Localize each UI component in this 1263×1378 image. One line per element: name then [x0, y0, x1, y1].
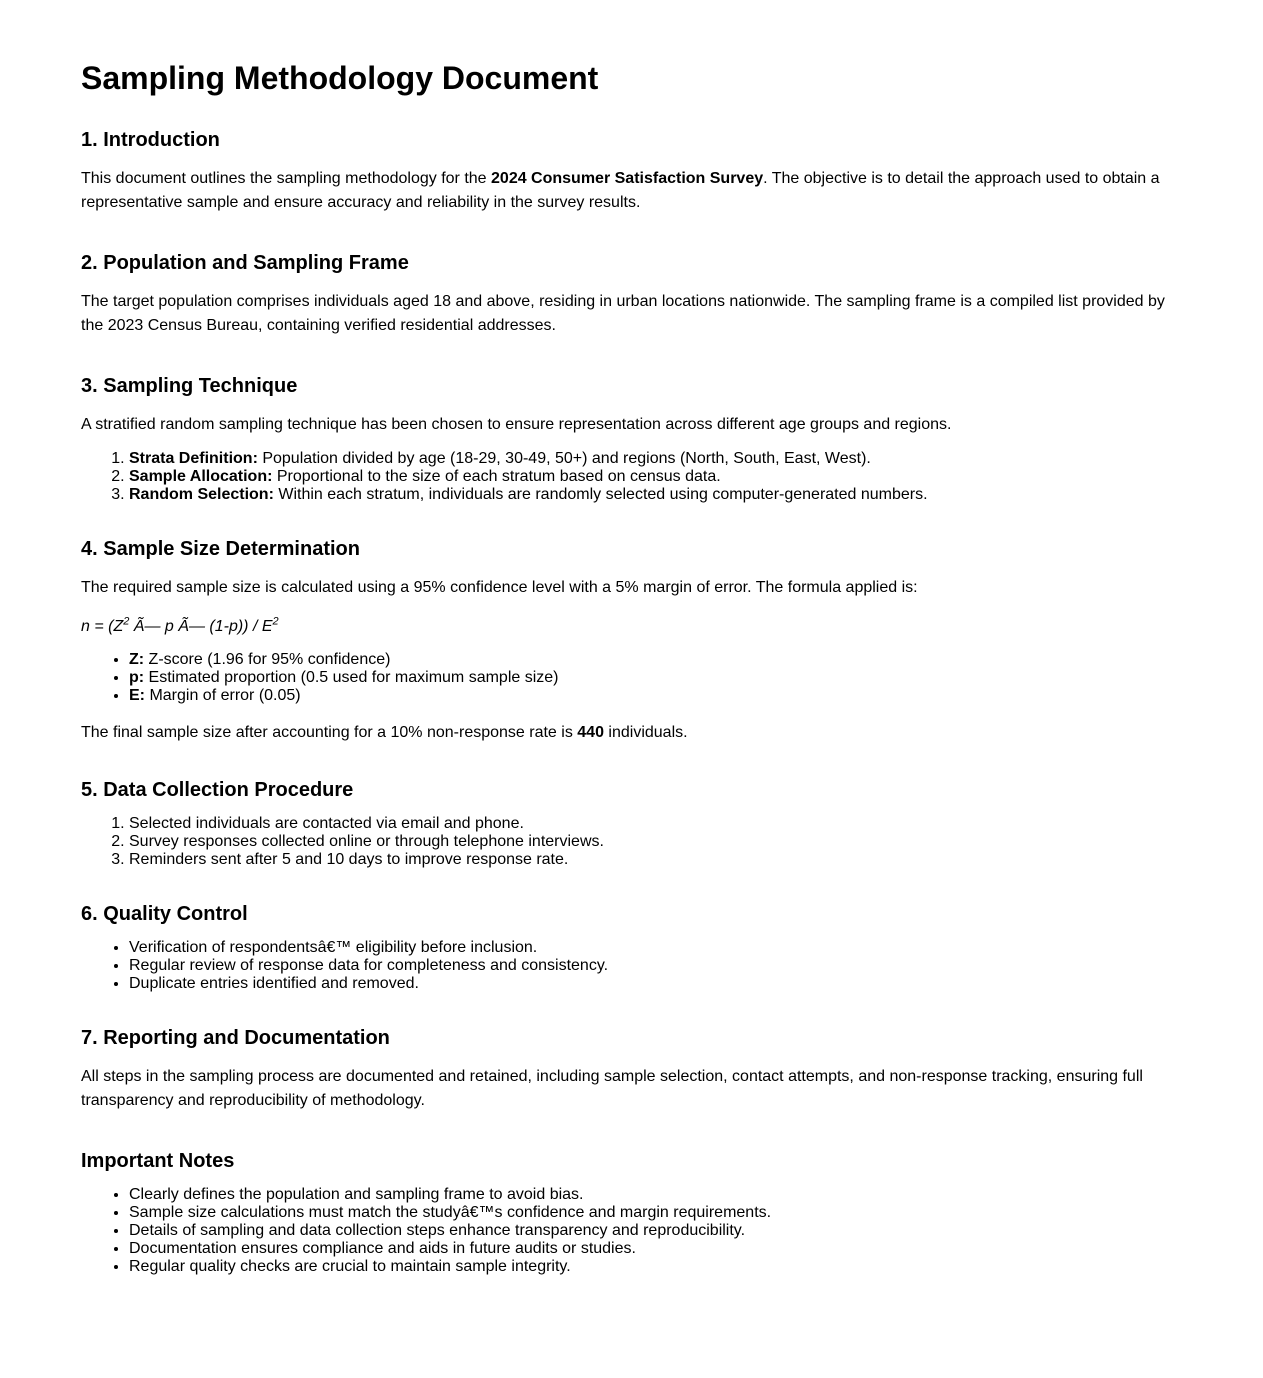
heading-introduction: 1. Introduction	[81, 129, 220, 151]
population-paragraph: The target population comprises individuals aged 18 and above, residing in urban locations nationwide. The sampling frame is a compiled list provided by the 2023 Census Bureau, containing verified residential addresses.	[81, 293, 1165, 334]
final-sample-size: The final sample size after accounting for a 10% non-response rate is 440 individuals.	[81, 724, 688, 741]
size-paragraph: The required sample size is calculated using a 95% confidence level with a 5% margin of error. The formula applied is:	[81, 579, 918, 596]
list-item: 1. Strata Definition: Population divided by age (18-29, 30-49, 50+) and regions (North, South, East, West).	[129, 450, 1181, 468]
reporting-paragraph: All steps in the sampling process are documented and retained, including sample selection, contact attempts, and non-response tracking, ensuring full transparency and reproducibility of methodology.	[81, 1068, 1143, 1109]
heading-quality-control: 6. Quality Control	[81, 903, 248, 925]
list-item: • Regular review of response data for completeness and consistency.	[129, 957, 1181, 975]
formula-variables-list	[81, 651, 1181, 705]
page-title: Sampling Methodology Document	[81, 60, 599, 96]
list-item: • Regular quality checks are crucial to maintain sample integrity.	[129, 1258, 1181, 1276]
list-item: • E: Margin of error (0.05)	[129, 687, 1181, 705]
technique-list	[81, 450, 1181, 504]
list-item: 3. Random Selection: Within each stratum, individuals are randomly selected using computer-generated numbers.	[129, 486, 1181, 504]
intro-paragraph	[81, 167, 1181, 215]
list-item: • Clearly defines the population and sampling frame to avoid bias.	[129, 1186, 1181, 1204]
heading-technique: 3. Sampling Technique	[81, 375, 298, 397]
notes-list	[81, 1186, 1181, 1276]
intro-text-before: This document outlines the sampling methodology for the	[81, 170, 492, 187]
list-item: 3. Reminders sent after 5 and 10 days to improve response rate.	[129, 851, 1181, 869]
list-item: • Details of sampling and data collection steps enhance transparency and reproducibility.	[129, 1222, 1181, 1240]
heading-important-notes: Important Notes	[81, 1150, 235, 1172]
survey-name: 2024 Consumer Satisfaction Survey	[491, 170, 764, 187]
list-item: • Sample size calculations must match the studyâ€™s confidence and margin requirements.	[129, 1204, 1181, 1222]
technique-paragraph: A stratified random sampling technique has been chosen to ensure representation across different age groups and regions.	[81, 416, 952, 433]
list-item: • Verification of respondentsâ€™ eligibility before inclusion.	[129, 939, 1181, 957]
sample-size-formula: $n = (Z^2$ Ã— p Ã— $(1-p)) / E^2$	[81, 615, 279, 635]
heading-population: 2. Population and Sampling Frame	[81, 252, 409, 274]
list-item: • Z: Z-score (1.96 for 95% confidence)	[129, 651, 1181, 669]
list-item: • Duplicate entries identified and removed.	[129, 975, 1181, 993]
quality-list	[81, 939, 1181, 993]
collection-list	[81, 815, 1181, 869]
list-item: 2. Survey responses collected online or through telephone interviews.	[129, 833, 1181, 851]
heading-data-collection: 5. Data Collection Procedure	[81, 779, 354, 801]
heading-reporting: 7. Reporting and Documentation	[81, 1027, 390, 1049]
list-item: • Documentation ensures compliance and aids in future audits or studies.	[129, 1240, 1181, 1258]
list-item: • p: Estimated proportion (0.5 used for maximum sample size)	[129, 669, 1181, 687]
heading-sample-size: 4. Sample Size Determination	[81, 538, 360, 560]
list-item: 2. Sample Allocation: Proportional to the size of each stratum based on census data.	[129, 468, 1181, 486]
intro-text-after: . The objective is to detail the approach used to obtain a representative sample and ensure accuracy and reliability in the survey results.	[81, 170, 1160, 211]
list-item: 1. Selected individuals are contacted via email and phone.	[129, 815, 1181, 833]
